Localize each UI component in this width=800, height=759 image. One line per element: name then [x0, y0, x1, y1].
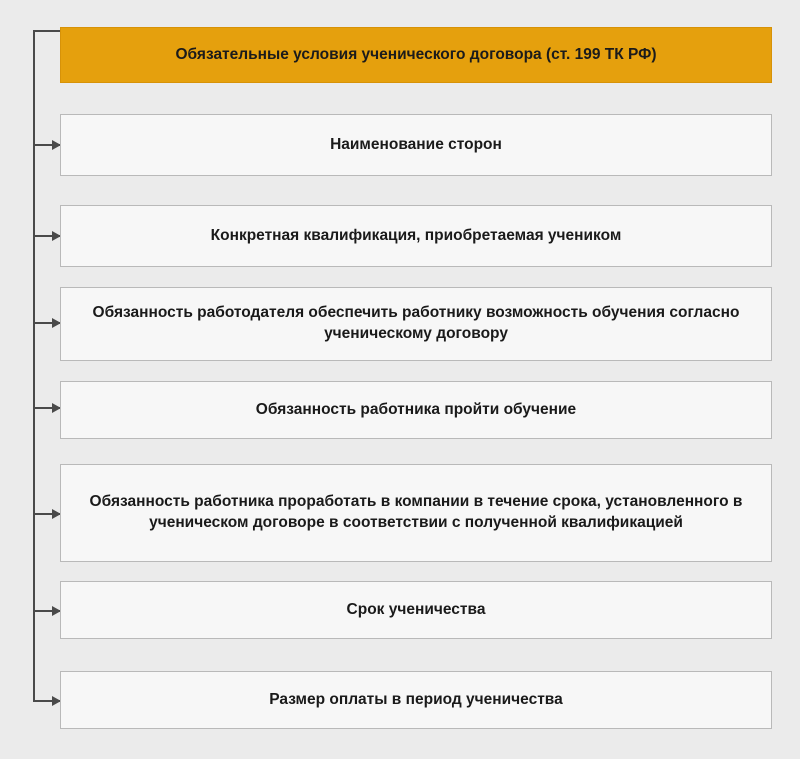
diagram-node-4 [60, 381, 772, 439]
connector-arrow-7 [34, 700, 60, 702]
connector-arrow-1 [34, 144, 60, 146]
diagram-node-1-label: Наименование сторон [330, 135, 502, 153]
diagram-node-7 [60, 671, 772, 729]
diagram-node-1 [60, 114, 772, 176]
connector-arrow-6 [34, 610, 60, 612]
connector-top-stub [33, 30, 61, 32]
diagram-header-node [60, 27, 772, 83]
diagram-node-2-label: Конкретная квалификация, приобретаемая учеником [210, 226, 622, 244]
connector-spine [33, 30, 35, 702]
diagram-node-5 [60, 464, 772, 562]
connector-arrow-3 [34, 322, 60, 324]
diagram-node-2 [60, 205, 772, 267]
connector-arrow-2 [34, 235, 60, 237]
diagram-node-3-label: Обязанность работодателя обеспечить работнику возможность обучения согласно ученическому договору [92, 304, 740, 342]
diagram-node-4-label: Обязанность работника пройти обучение [255, 400, 577, 418]
diagram-node-6-label: Срок ученичества [346, 600, 486, 618]
diagram-header-label: Обязательные условия ученического договора (ст. 199 ТК РФ) [175, 45, 657, 63]
diagram-node-3 [60, 287, 772, 361]
diagram-node-7-label: Размер оплаты в период ученичества [269, 690, 563, 708]
connector-arrow-4 [34, 407, 60, 409]
diagram-node-5-label: Обязанность работника проработать в компании в течение срока, установленного в ученическом договоре в соответствии с полученной квалификацией [89, 493, 743, 531]
connector-arrow-5 [34, 513, 60, 515]
diagram-node-6 [60, 581, 772, 639]
